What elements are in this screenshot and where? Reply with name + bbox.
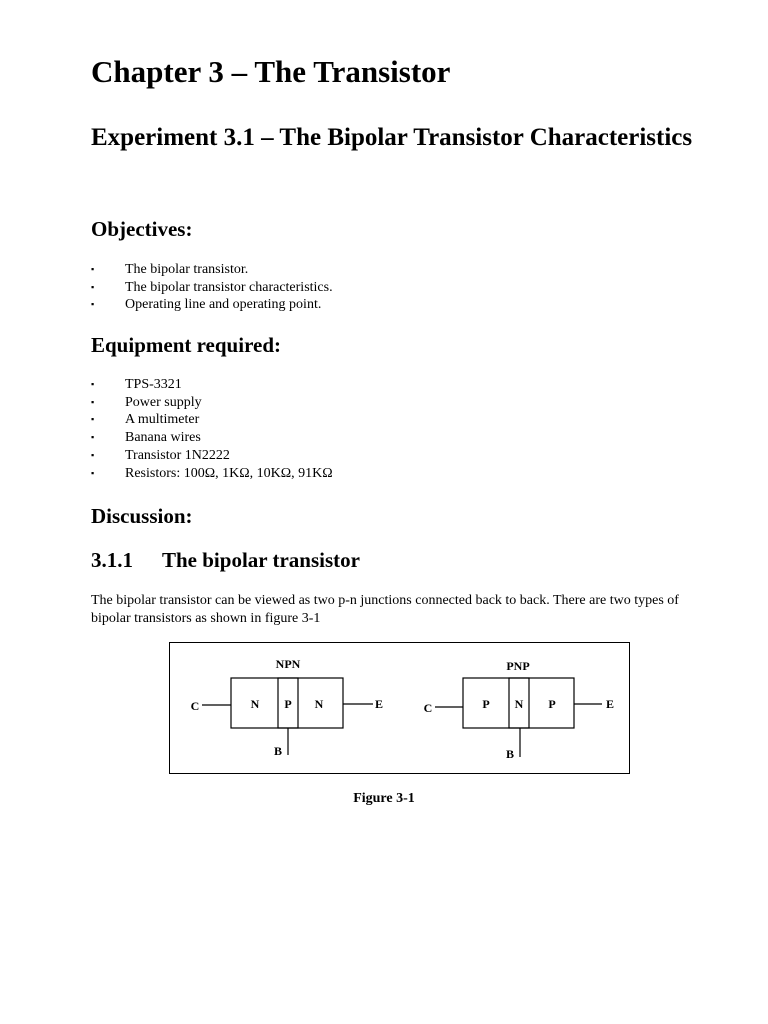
bullet-icon: ▪: [91, 467, 95, 478]
subsection-title: The bipolar transistor: [162, 548, 360, 572]
pnp-base-label: B: [505, 747, 515, 761]
objectives-heading: Objectives:: [91, 217, 193, 241]
figure-3-1: [169, 642, 630, 774]
npn-base-label: B: [273, 744, 283, 758]
list-item: ▪ A multimeter: [91, 412, 200, 428]
discussion-paragraph: The bipolar transistor can be viewed as two p-n junctions connected back to back. There are two types of bipolar transistors as shown in figure 3-1: [91, 593, 679, 626]
bullet-icon: ▪: [91, 414, 95, 425]
npn-region-3: N: [314, 697, 324, 711]
subsection-heading: [91, 546, 360, 574]
subsection-number: 3.1.1: [91, 548, 133, 572]
list-item: ▪ Resistors: 100Ω, 1KΩ, 10KΩ, 91KΩ: [91, 465, 333, 481]
list-item: ▪ Banana wires: [91, 430, 201, 446]
pnp-collector-label: C: [423, 701, 433, 715]
list-item: ▪ Transistor 1N2222: [91, 447, 230, 463]
figure-caption: Figure 3-1: [353, 791, 415, 806]
objectives-list: [91, 261, 333, 314]
npn-label: NPN: [275, 657, 301, 671]
list-item: ▪ TPS-3321: [91, 377, 182, 392]
equipment-heading: Equipment required:: [91, 333, 282, 357]
list-item: ▪ The bipolar transistor.: [91, 262, 249, 277]
list-item: ▪ The bipolar transistor characteristics.: [91, 279, 333, 295]
npn-emitter-label: E: [374, 697, 384, 711]
pnp-region-2: N: [514, 697, 524, 711]
pnp-region-1: P: [482, 697, 490, 711]
npn-region-2: P: [284, 697, 292, 711]
bullet-icon: ▪: [91, 281, 95, 292]
list-item: ▪ Power supply: [91, 394, 202, 410]
discussion-heading: Discussion:: [91, 504, 193, 528]
npn-collector-label: C: [190, 699, 200, 713]
bullet-icon: ▪: [91, 396, 95, 407]
list-item: ▪ Operating line and operating point.: [91, 297, 322, 313]
bullet-icon: ▪: [91, 449, 95, 460]
equipment-list: [91, 376, 333, 482]
npn-region-1: N: [250, 697, 260, 711]
bullet-icon: ▪: [91, 432, 95, 443]
experiment-title: Experiment 3.1 – The Bipolar Transistor Characteristics: [91, 124, 693, 151]
pnp-label: PNP: [506, 659, 530, 673]
pnp-region-3: P: [548, 697, 556, 711]
chapter-title: Chapter 3 – The Transistor: [91, 54, 451, 89]
pnp-emitter-label: E: [605, 697, 615, 711]
transistor-diagram: [170, 643, 628, 772]
bullet-icon: ▪: [91, 299, 95, 310]
bullet-icon: ▪: [91, 379, 95, 389]
bullet-icon: ▪: [91, 264, 95, 274]
